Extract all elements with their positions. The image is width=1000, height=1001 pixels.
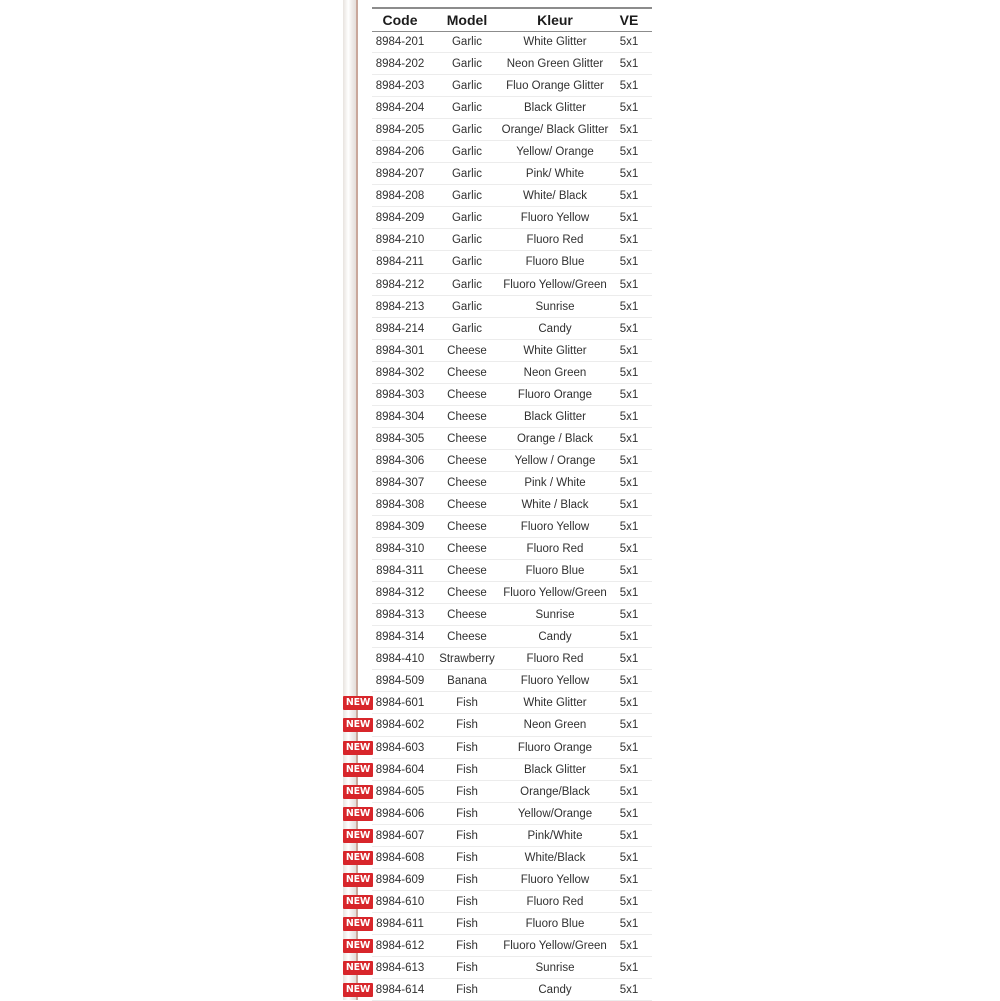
cell-ve: 5x1 <box>619 763 639 776</box>
table-row <box>0 75 1000 97</box>
cell-ve: 5x1 <box>619 234 639 247</box>
cell-ve: 5x1 <box>619 675 639 688</box>
table-row <box>0 670 1000 692</box>
table-row <box>0 979 1000 1001</box>
cell-model: Cheese <box>447 631 487 644</box>
cell-model: Cheese <box>447 366 487 379</box>
cell-ve: 5x1 <box>619 587 639 600</box>
cell-kleur: Fluoro Blue <box>525 917 585 930</box>
cell-code: 8984-509 <box>375 675 425 688</box>
cell-kleur: Fluoro Yellow/Green <box>503 278 607 291</box>
cell-ve: 5x1 <box>619 454 639 467</box>
cell-code: 8984-601 <box>375 697 425 710</box>
new-badge: NEW <box>343 983 373 997</box>
cell-kleur: White/Black <box>524 851 586 864</box>
cell-kleur: White Glitter <box>523 697 587 710</box>
cell-model: Garlic <box>451 146 483 159</box>
cell-model: Fish <box>456 785 478 798</box>
cell-model: Cheese <box>447 344 487 357</box>
cell-code: 8984-201 <box>375 36 425 48</box>
cell-ve: 5x1 <box>619 851 639 864</box>
cell-code: 8984-214 <box>375 322 425 335</box>
cell-code: 8984-308 <box>375 498 425 511</box>
cell-model: Cheese <box>447 609 487 622</box>
cell-ve: 5x1 <box>619 653 639 666</box>
cell-ve: 5x1 <box>619 697 639 710</box>
cell-ve: 5x1 <box>619 36 639 48</box>
cell-ve: 5x1 <box>619 410 639 423</box>
table-row <box>0 825 1000 847</box>
table-row <box>0 119 1000 141</box>
cell-code: 8984-301 <box>375 344 425 357</box>
cell-model: Garlic <box>451 102 483 115</box>
cell-model: Fish <box>456 763 478 776</box>
cell-ve: 5x1 <box>619 543 639 556</box>
cell-kleur: Orange/Black <box>520 785 590 798</box>
cell-code: 8984-609 <box>375 873 425 886</box>
cell-code: 8984-606 <box>375 807 425 820</box>
cell-ve: 5x1 <box>619 961 639 974</box>
table-row <box>0 141 1000 163</box>
cell-kleur: Pink/ White <box>525 168 585 181</box>
table-row <box>0 869 1000 891</box>
cell-model: Cheese <box>447 454 487 467</box>
table-row <box>0 692 1000 714</box>
table-row <box>0 626 1000 648</box>
cell-ve: 5x1 <box>619 895 639 908</box>
cell-ve: 5x1 <box>619 278 639 291</box>
cell-code: 8984-213 <box>375 300 425 313</box>
table-row <box>0 406 1000 428</box>
cell-model: Cheese <box>447 432 487 445</box>
cell-kleur: Fluoro Yellow <box>520 212 590 225</box>
cell-kleur: Candy <box>538 322 572 335</box>
cell-ve: 5x1 <box>619 300 639 313</box>
cell-code: 8984-209 <box>375 212 425 225</box>
cell-code: 8984-612 <box>375 939 425 952</box>
cell-code: 8984-204 <box>375 102 425 115</box>
cell-kleur: White / Black <box>521 498 589 511</box>
cell-model: Garlic <box>451 58 483 71</box>
table-row <box>0 781 1000 803</box>
table-row <box>0 251 1000 273</box>
table-row <box>0 957 1000 979</box>
cell-code: 8984-203 <box>375 80 425 93</box>
cell-kleur: Candy <box>538 984 572 997</box>
cell-code: 8984-304 <box>375 410 425 423</box>
table-row <box>0 318 1000 340</box>
table-row <box>0 229 1000 251</box>
cell-model: Garlic <box>451 256 483 269</box>
cell-code: 8984-210 <box>375 234 425 247</box>
cell-kleur: Sunrise <box>535 300 575 313</box>
table-row <box>0 185 1000 207</box>
cell-kleur: Pink/White <box>527 829 583 842</box>
table-row <box>0 560 1000 582</box>
cell-ve: 5x1 <box>619 609 639 622</box>
cell-kleur: Orange/ Black Glitter <box>501 124 609 137</box>
cell-model: Garlic <box>451 278 483 291</box>
cell-ve: 5x1 <box>619 102 639 115</box>
cell-kleur: White Glitter <box>523 344 587 357</box>
cell-kleur: Fluoro Yellow/Green <box>503 939 607 952</box>
table-row <box>0 604 1000 626</box>
cell-code: 8984-302 <box>375 366 425 379</box>
cell-ve: 5x1 <box>619 498 639 511</box>
header-kleur: Kleur <box>537 12 573 28</box>
cell-code: 8984-614 <box>375 984 425 997</box>
cell-model: Fish <box>456 961 478 974</box>
new-badge: NEW <box>343 917 373 931</box>
cell-code: 8984-205 <box>375 124 425 137</box>
cell-model: Cheese <box>447 410 487 423</box>
cell-code: 8984-206 <box>375 146 425 159</box>
cell-code: 8984-604 <box>375 763 425 776</box>
cell-kleur: Candy <box>538 631 572 644</box>
cell-ve: 5x1 <box>619 719 639 732</box>
new-badge: NEW <box>343 718 373 732</box>
cell-code: 8984-610 <box>375 895 425 908</box>
cell-code: 8984-305 <box>375 432 425 445</box>
cell-kleur: Pink / White <box>524 476 586 489</box>
cell-ve: 5x1 <box>619 785 639 798</box>
table-row <box>0 913 1000 935</box>
cell-code: 8984-306 <box>375 454 425 467</box>
cell-code: 8984-313 <box>375 609 425 622</box>
cell-code: 8984-307 <box>375 476 425 489</box>
cell-kleur: Neon Green Glitter <box>506 58 604 71</box>
new-badge: NEW <box>343 807 373 821</box>
cell-code: 8984-211 <box>376 256 424 269</box>
cell-model: Garlic <box>451 168 483 181</box>
cell-ve: 5x1 <box>619 829 639 842</box>
new-badge: NEW <box>343 851 373 865</box>
header-ve: VE <box>619 12 639 28</box>
cell-code: 8984-611 <box>376 917 424 930</box>
table-row <box>0 803 1000 825</box>
cell-model: Fish <box>456 719 478 732</box>
cell-code: 8984-410 <box>375 653 425 666</box>
cell-ve: 5x1 <box>619 432 639 445</box>
cell-ve: 5x1 <box>619 146 639 159</box>
table-row <box>0 538 1000 560</box>
cell-ve: 5x1 <box>619 256 639 269</box>
cell-model: Fish <box>456 697 478 710</box>
cell-model: Cheese <box>447 498 487 511</box>
cell-code: 8984-212 <box>375 278 425 291</box>
table-row <box>0 296 1000 318</box>
table-row <box>0 472 1000 494</box>
table-row <box>0 384 1000 406</box>
cell-ve: 5x1 <box>619 741 639 754</box>
cell-model: Garlic <box>451 124 483 137</box>
product-table-body <box>0 31 1000 1001</box>
cell-model: Cheese <box>447 521 487 534</box>
cell-kleur: Orange / Black <box>516 432 594 445</box>
cell-kleur: Sunrise <box>535 609 575 622</box>
cell-code: 8984-602 <box>375 719 425 732</box>
table-row <box>0 450 1000 472</box>
cell-model: Strawberry <box>439 653 495 666</box>
cell-ve: 5x1 <box>619 388 639 401</box>
cell-model: Fish <box>456 829 478 842</box>
cell-code: 8984-207 <box>375 168 425 181</box>
table-top-rule <box>372 7 652 9</box>
cell-ve: 5x1 <box>619 344 639 357</box>
cell-ve: 5x1 <box>619 322 639 335</box>
new-badge: NEW <box>343 961 373 975</box>
table-row <box>0 340 1000 362</box>
cell-code: 8984-303 <box>375 388 425 401</box>
cell-model: Fish <box>456 851 478 864</box>
cell-model: Garlic <box>451 212 483 225</box>
new-badge: NEW <box>343 873 373 887</box>
table-row <box>0 53 1000 75</box>
cell-ve: 5x1 <box>619 212 639 225</box>
cell-code: 8984-605 <box>375 785 425 798</box>
cell-ve: 5x1 <box>619 807 639 820</box>
cell-code: 8984-311 <box>376 565 424 578</box>
cell-kleur: Neon Green <box>523 366 587 379</box>
cell-ve: 5x1 <box>619 873 639 886</box>
cell-kleur: Fluoro Red <box>526 895 584 908</box>
cell-code: 8984-208 <box>375 190 425 203</box>
table-row <box>0 891 1000 913</box>
cell-ve: 5x1 <box>619 58 639 71</box>
cell-kleur: Sunrise <box>535 961 575 974</box>
cell-model: Fish <box>456 984 478 997</box>
cell-ve: 5x1 <box>619 565 639 578</box>
cell-kleur: Neon Green <box>523 719 587 732</box>
cell-model: Fish <box>456 939 478 952</box>
cell-kleur: Fluoro Yellow <box>520 873 590 886</box>
cell-model: Garlic <box>451 322 483 335</box>
cell-code: 8984-607 <box>375 829 425 842</box>
cell-kleur: White Glitter <box>523 36 587 48</box>
table-row <box>0 759 1000 781</box>
table-row <box>0 97 1000 119</box>
cell-kleur: Fluoro Red <box>526 653 584 666</box>
cell-model: Cheese <box>447 476 487 489</box>
table-row <box>0 847 1000 869</box>
cell-model: Fish <box>456 895 478 908</box>
cell-model: Garlic <box>451 80 483 93</box>
cell-kleur: Black Glitter <box>524 102 586 115</box>
table-row <box>0 935 1000 957</box>
cell-kleur: Black Glitter <box>524 763 586 776</box>
table-row <box>0 31 1000 53</box>
cell-ve: 5x1 <box>619 190 639 203</box>
cell-ve: 5x1 <box>619 631 639 644</box>
cell-model: Cheese <box>447 565 487 578</box>
cell-kleur: Fluoro Blue <box>525 565 585 578</box>
cell-model: Fish <box>456 741 478 754</box>
cell-code: 8984-309 <box>375 521 425 534</box>
cell-kleur: Fluoro Red <box>526 234 584 247</box>
cell-code: 8984-310 <box>375 543 425 556</box>
cell-model: Cheese <box>447 543 487 556</box>
cell-kleur: Yellow / Orange <box>514 454 596 467</box>
cell-model: Fish <box>456 917 478 930</box>
cell-kleur: Fluoro Yellow/Green <box>503 587 607 600</box>
header-model: Model <box>446 12 488 28</box>
header-code: Code <box>382 12 418 28</box>
table-row <box>0 516 1000 538</box>
cell-kleur: White/ Black <box>523 190 587 203</box>
cell-ve: 5x1 <box>619 80 639 93</box>
cell-model: Garlic <box>451 234 483 247</box>
cell-ve: 5x1 <box>619 124 639 137</box>
cell-model: Garlic <box>451 300 483 313</box>
cell-ve: 5x1 <box>619 366 639 379</box>
table-row <box>0 207 1000 229</box>
table-row <box>0 714 1000 736</box>
cell-ve: 5x1 <box>619 984 639 997</box>
cell-code: 8984-312 <box>375 587 425 600</box>
cell-kleur: Yellow/ Orange <box>516 146 594 159</box>
cell-kleur: Black Glitter <box>524 410 586 423</box>
cell-model: Banana <box>447 675 487 688</box>
table-row <box>0 648 1000 670</box>
cell-model: Garlic <box>451 190 483 203</box>
cell-code: 8984-603 <box>375 741 425 754</box>
cell-kleur: Fluo Orange Glitter <box>506 80 604 93</box>
cell-code: 8984-613 <box>375 961 425 974</box>
cell-kleur: Fluoro Blue <box>525 256 585 269</box>
cell-model: Cheese <box>447 587 487 600</box>
cell-model: Cheese <box>447 388 487 401</box>
table-row <box>0 582 1000 604</box>
new-badge: NEW <box>343 785 373 799</box>
cell-ve: 5x1 <box>619 476 639 489</box>
new-badge: NEW <box>343 895 373 909</box>
table-row <box>0 163 1000 185</box>
cell-model: Garlic <box>451 36 483 48</box>
cell-kleur: Fluoro Red <box>526 543 584 556</box>
cell-code: 8984-202 <box>375 58 425 71</box>
cell-kleur: Fluoro Yellow <box>520 521 590 534</box>
cell-ve: 5x1 <box>619 521 639 534</box>
cell-code: 8984-314 <box>375 631 425 644</box>
table-row <box>0 428 1000 450</box>
new-badge: NEW <box>343 939 373 953</box>
new-badge: NEW <box>343 696 373 710</box>
cell-kleur: Fluoro Orange <box>517 388 593 401</box>
cell-model: Fish <box>456 807 478 820</box>
table-row <box>0 274 1000 296</box>
cell-code: 8984-608 <box>375 851 425 864</box>
cell-kleur: Fluoro Yellow <box>520 675 590 688</box>
cell-kleur: Fluoro Orange <box>517 741 593 754</box>
new-badge: NEW <box>343 829 373 843</box>
cell-model: Fish <box>456 873 478 886</box>
new-badge: NEW <box>343 741 373 755</box>
cell-kleur: Yellow/Orange <box>517 807 593 820</box>
table-row <box>0 737 1000 759</box>
new-badge: NEW <box>343 763 373 777</box>
cell-ve: 5x1 <box>619 168 639 181</box>
table-row <box>0 494 1000 516</box>
table-row <box>0 362 1000 384</box>
cell-ve: 5x1 <box>619 917 639 930</box>
cell-ve: 5x1 <box>619 939 639 952</box>
